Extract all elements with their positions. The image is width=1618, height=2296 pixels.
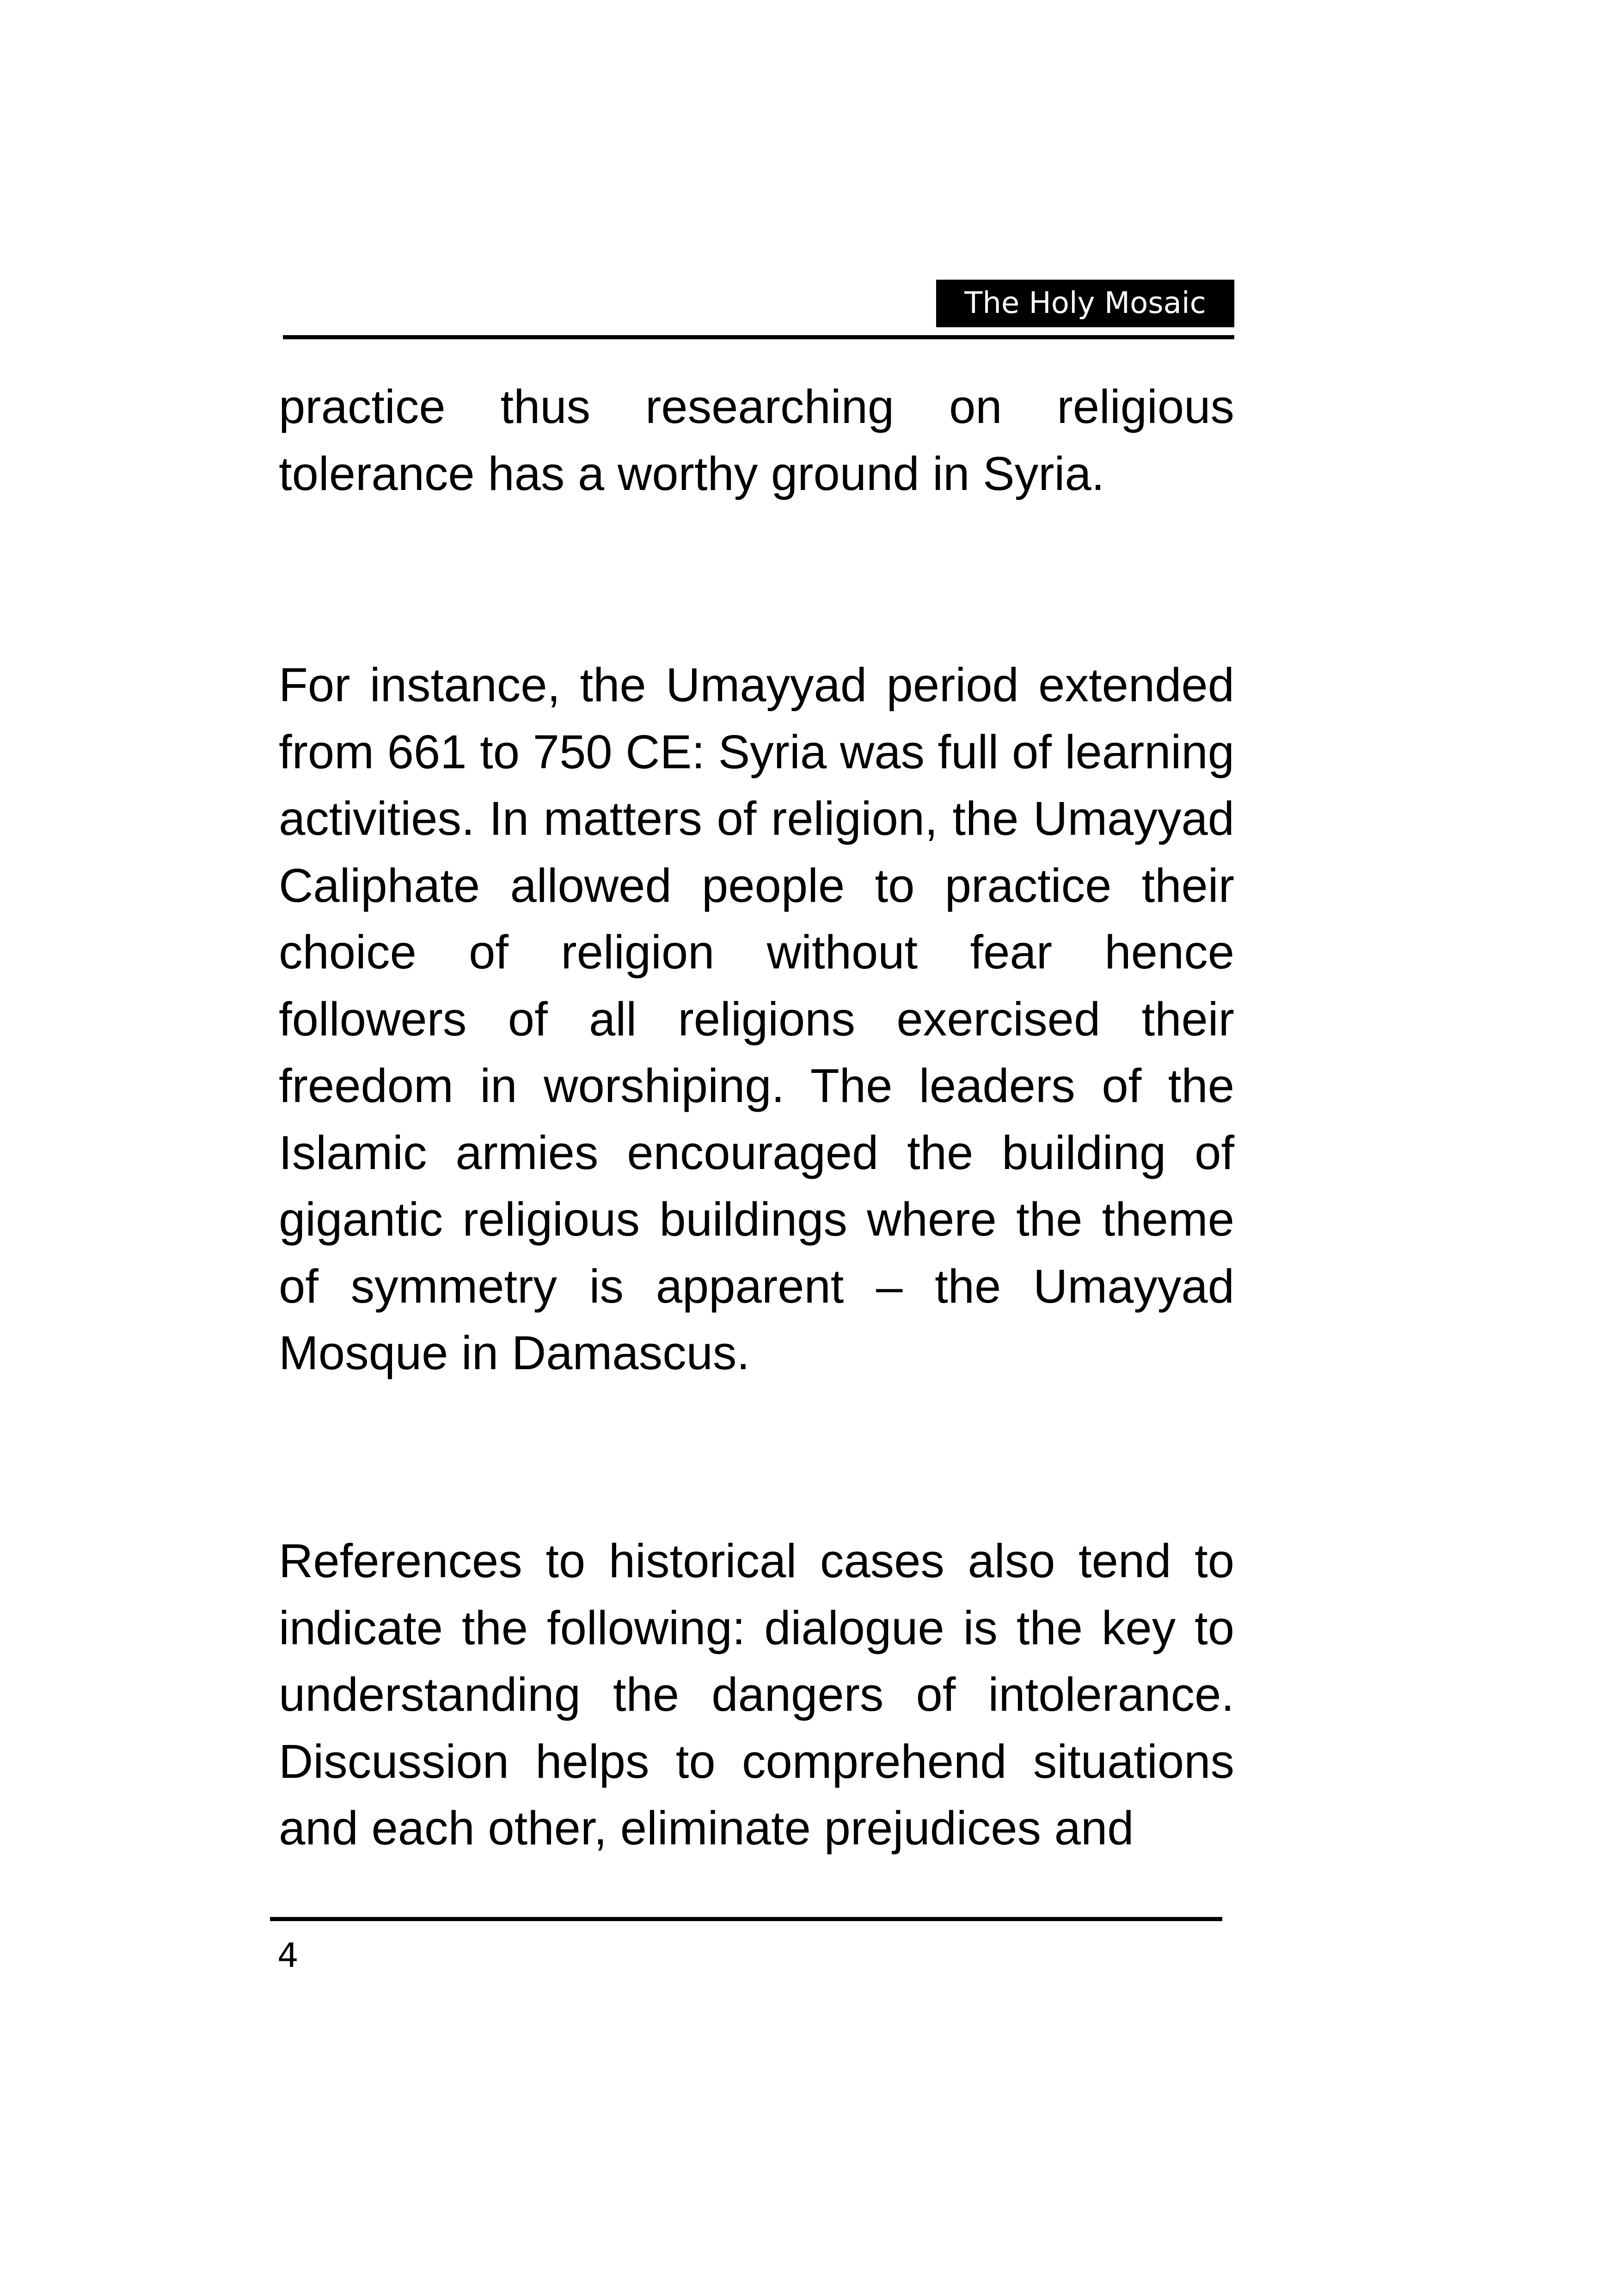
running-header-title: The Holy Mosaic xyxy=(936,280,1234,327)
header-divider xyxy=(283,335,1234,339)
page-number: 4 xyxy=(277,1936,299,1975)
paragraph-continuation: practice thus researching on religious tolerance has a worthy ground in Syria. xyxy=(279,380,1234,500)
paragraph-umayyad-period: For instance, the Umayyad period extended from 661 to 750 CE: Syria was full of learning activities. In matters of religion, the Umayyad Caliphate allowed people to practice their choice of religion without fear hence followers of all religions exercised their freedom in worshiping. The leaders of the Islamic armies encouraged the building of gigantic religious buildings where the theme of symmetry is apparent – the Umayyad Mosque in Damascus. xyxy=(279,658,1234,1379)
footer-divider xyxy=(270,1917,1222,1921)
paragraph-historical-references: References to historical cases also tend to indicate the following: dialogue is the key to understanding the dangers of intolerance. Discussion helps to comprehend situations and each other, eliminate prejudices and xyxy=(279,1534,1234,1855)
